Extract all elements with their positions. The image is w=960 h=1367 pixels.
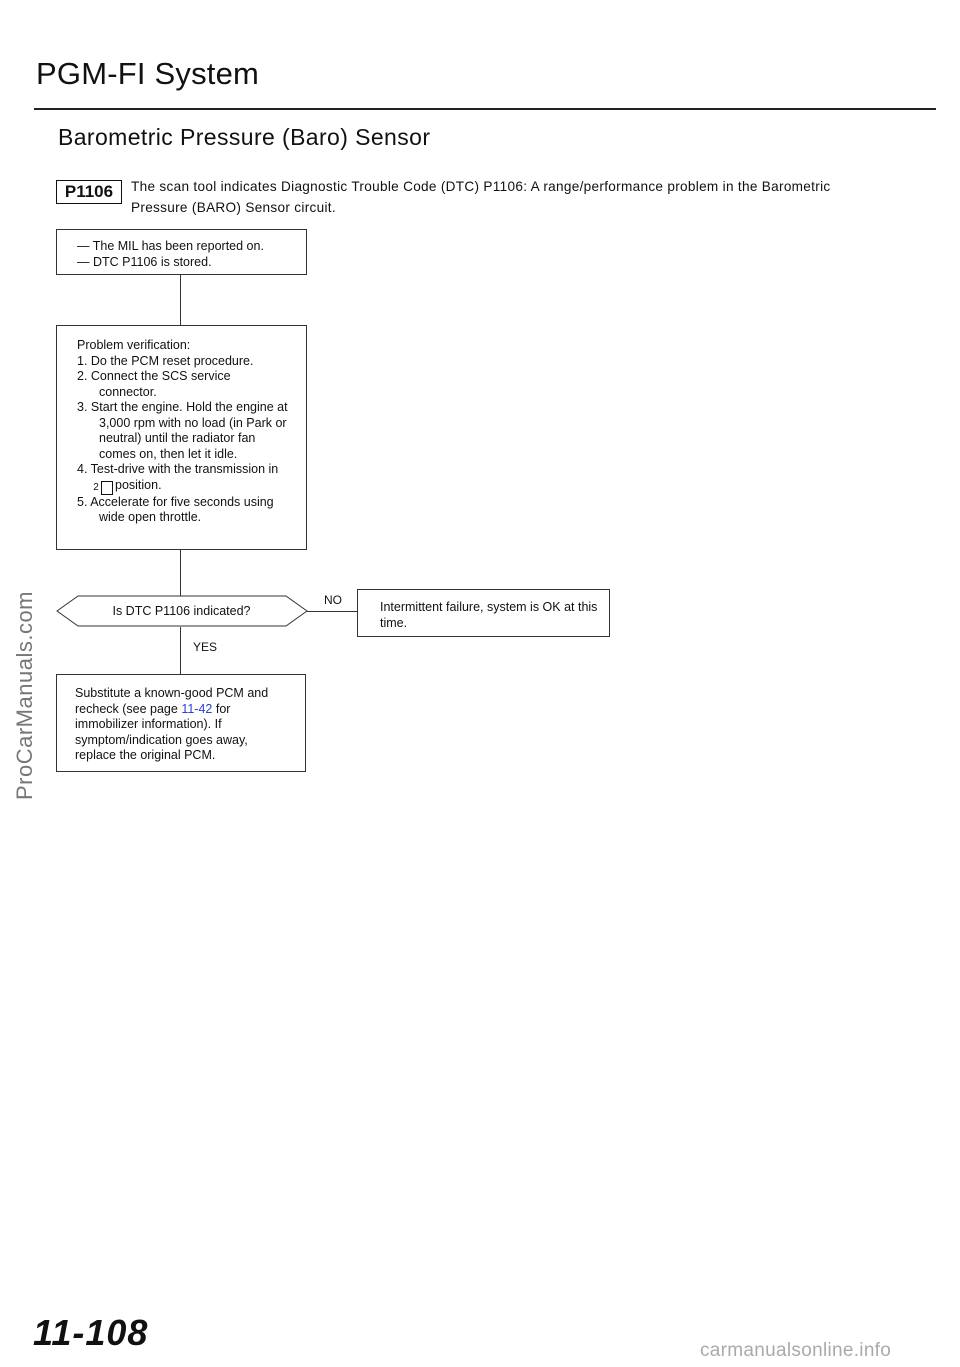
symptom-item: — DTC P1106 is stored. (77, 254, 212, 269)
verification-step: 5. Accelerate for five seconds using wide open throttle. (77, 494, 274, 524)
page-title: PGM-FI System (36, 56, 260, 91)
symptom-item: — The MIL has been reported on. (77, 239, 264, 253)
dtc-description-line2: Pressure (BARO) Sensor circuit. (131, 200, 336, 215)
verification-step: 2. Connect the SCS service connector. (77, 369, 231, 399)
verification-box (56, 325, 307, 550)
verification-step (77, 462, 288, 495)
side-watermark: ProCarManuals.com (12, 590, 37, 800)
verification-step: 1. Do the PCM reset procedure. (77, 353, 254, 368)
step4-text: 4. Test-drive with the transmission in (77, 462, 279, 476)
verification-step: 3. Start the engine. Hold the engine at 3,000 rpm with no load (in Park or neutral) until the radiator fan comes on, then let it idle. (77, 400, 288, 461)
verification-steps (77, 354, 288, 526)
gear-position-2-icon: 2 (101, 481, 113, 495)
verification-heading: Problem verification: (77, 338, 191, 352)
step4-suffix: position. (115, 477, 162, 492)
page-number: 11-108 (33, 1312, 149, 1353)
dtc-description-line1: The scan tool indicates Diagnostic Trouble Code (DTC) P1106: A range/performance problem in the Barometric (131, 179, 831, 194)
section-title: Barometric Pressure (Baro) Sensor (58, 124, 431, 150)
title-divider (34, 108, 936, 110)
dtc-description (131, 176, 931, 218)
substitute-text-post: for immobilizer information). If symptom/indication goes away, replace the original PCM. (75, 701, 248, 762)
bottom-watermark: carmanualsonline.info (700, 1340, 892, 1361)
decision-question: Is DTC P1106 indicated? (112, 604, 251, 618)
flow-connector (180, 550, 181, 596)
yes-label: YES (193, 640, 218, 654)
no-label: NO (324, 593, 342, 607)
yes-branch-line (180, 627, 181, 674)
intermittent-result-box: Intermittent failure, system is OK at this time. (357, 589, 610, 637)
dtc-code-badge: P1106 (56, 180, 122, 204)
symptoms-box (56, 229, 307, 275)
flow-connector (180, 275, 181, 325)
substitute-text-pre: Substitute a known-good PCM and recheck (see page (75, 686, 269, 716)
substitute-pcm-box (56, 674, 306, 772)
no-branch-line (307, 611, 357, 612)
page-reference-link[interactable]: 11-42 (181, 701, 213, 716)
